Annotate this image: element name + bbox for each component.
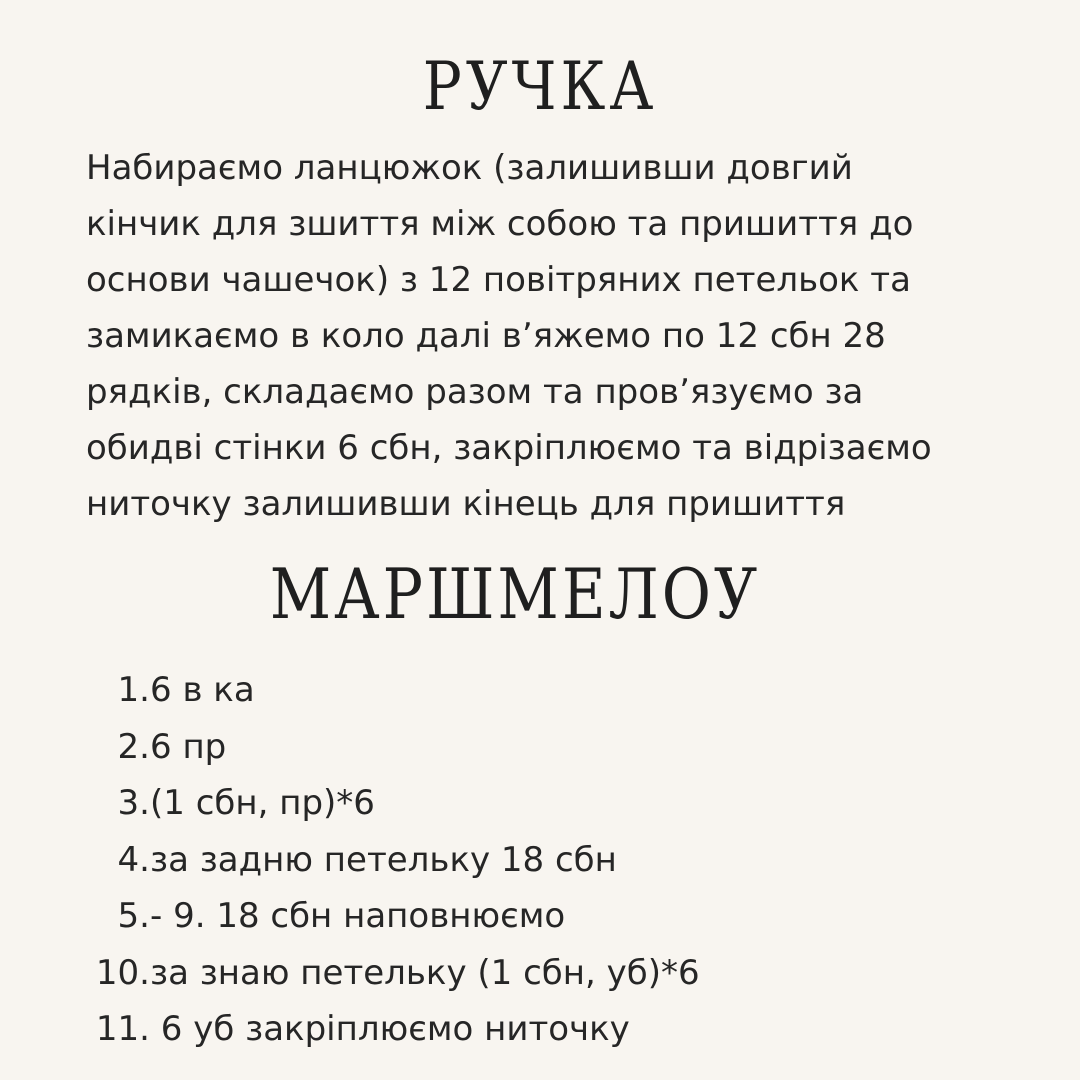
instruction-line: ниточку залишивши кінець для пришиття xyxy=(86,484,846,524)
step-text: 6 пр xyxy=(150,726,227,767)
step-item xyxy=(0,888,1080,945)
instruction-line: основи чашечок) з 12 повітряних петельок та xyxy=(86,260,911,300)
step-number: 1. xyxy=(117,670,150,710)
step-text: (1 сбн, пр)*6 xyxy=(150,783,375,823)
step-text: за знаю петельку (1 сбн, уб)*6 xyxy=(150,952,700,993)
step-number: 4. xyxy=(117,839,150,880)
step-text: 6 в ка xyxy=(150,670,255,710)
instruction-line: замикаємо в коло далі в’яжемо по 12 сбн 28 xyxy=(86,316,886,356)
step-item xyxy=(0,719,1080,776)
marshmallow-steps-list xyxy=(0,662,1080,1058)
marshmallow-section-title: МАРШМЕЛОУ xyxy=(269,554,761,636)
step-number: 11. xyxy=(95,1009,150,1049)
instruction-line: кінчик для зшиття між собою та пришиття до xyxy=(86,204,914,244)
step-item xyxy=(0,662,1080,719)
handle-section-title: РУЧКА xyxy=(422,46,658,126)
instruction-line: рядків, складаємо разом та пров’язуємо за xyxy=(86,372,864,412)
step-item xyxy=(0,775,1080,832)
step-item xyxy=(0,945,1080,1002)
step-item xyxy=(0,1001,1080,1058)
step-item xyxy=(0,832,1080,889)
step-number: 10. xyxy=(95,952,150,993)
step-number: 2. xyxy=(117,726,150,767)
step-text: - 9. 18 сбн наповнюємо xyxy=(150,896,566,936)
step-number: 5. xyxy=(117,896,150,936)
step-number: 3. xyxy=(117,783,150,823)
step-text: за задню петельку 18 сбн xyxy=(150,839,617,880)
instruction-line: Набираємо ланцюжок (залишивши довгий xyxy=(86,148,853,188)
step-text: 6 уб закріплюємо ниточку xyxy=(150,1009,630,1049)
handle-instructions xyxy=(86,140,1046,532)
instruction-line: обидві стінки 6 сбн, закріплюємо та відрізаємо xyxy=(86,428,932,468)
